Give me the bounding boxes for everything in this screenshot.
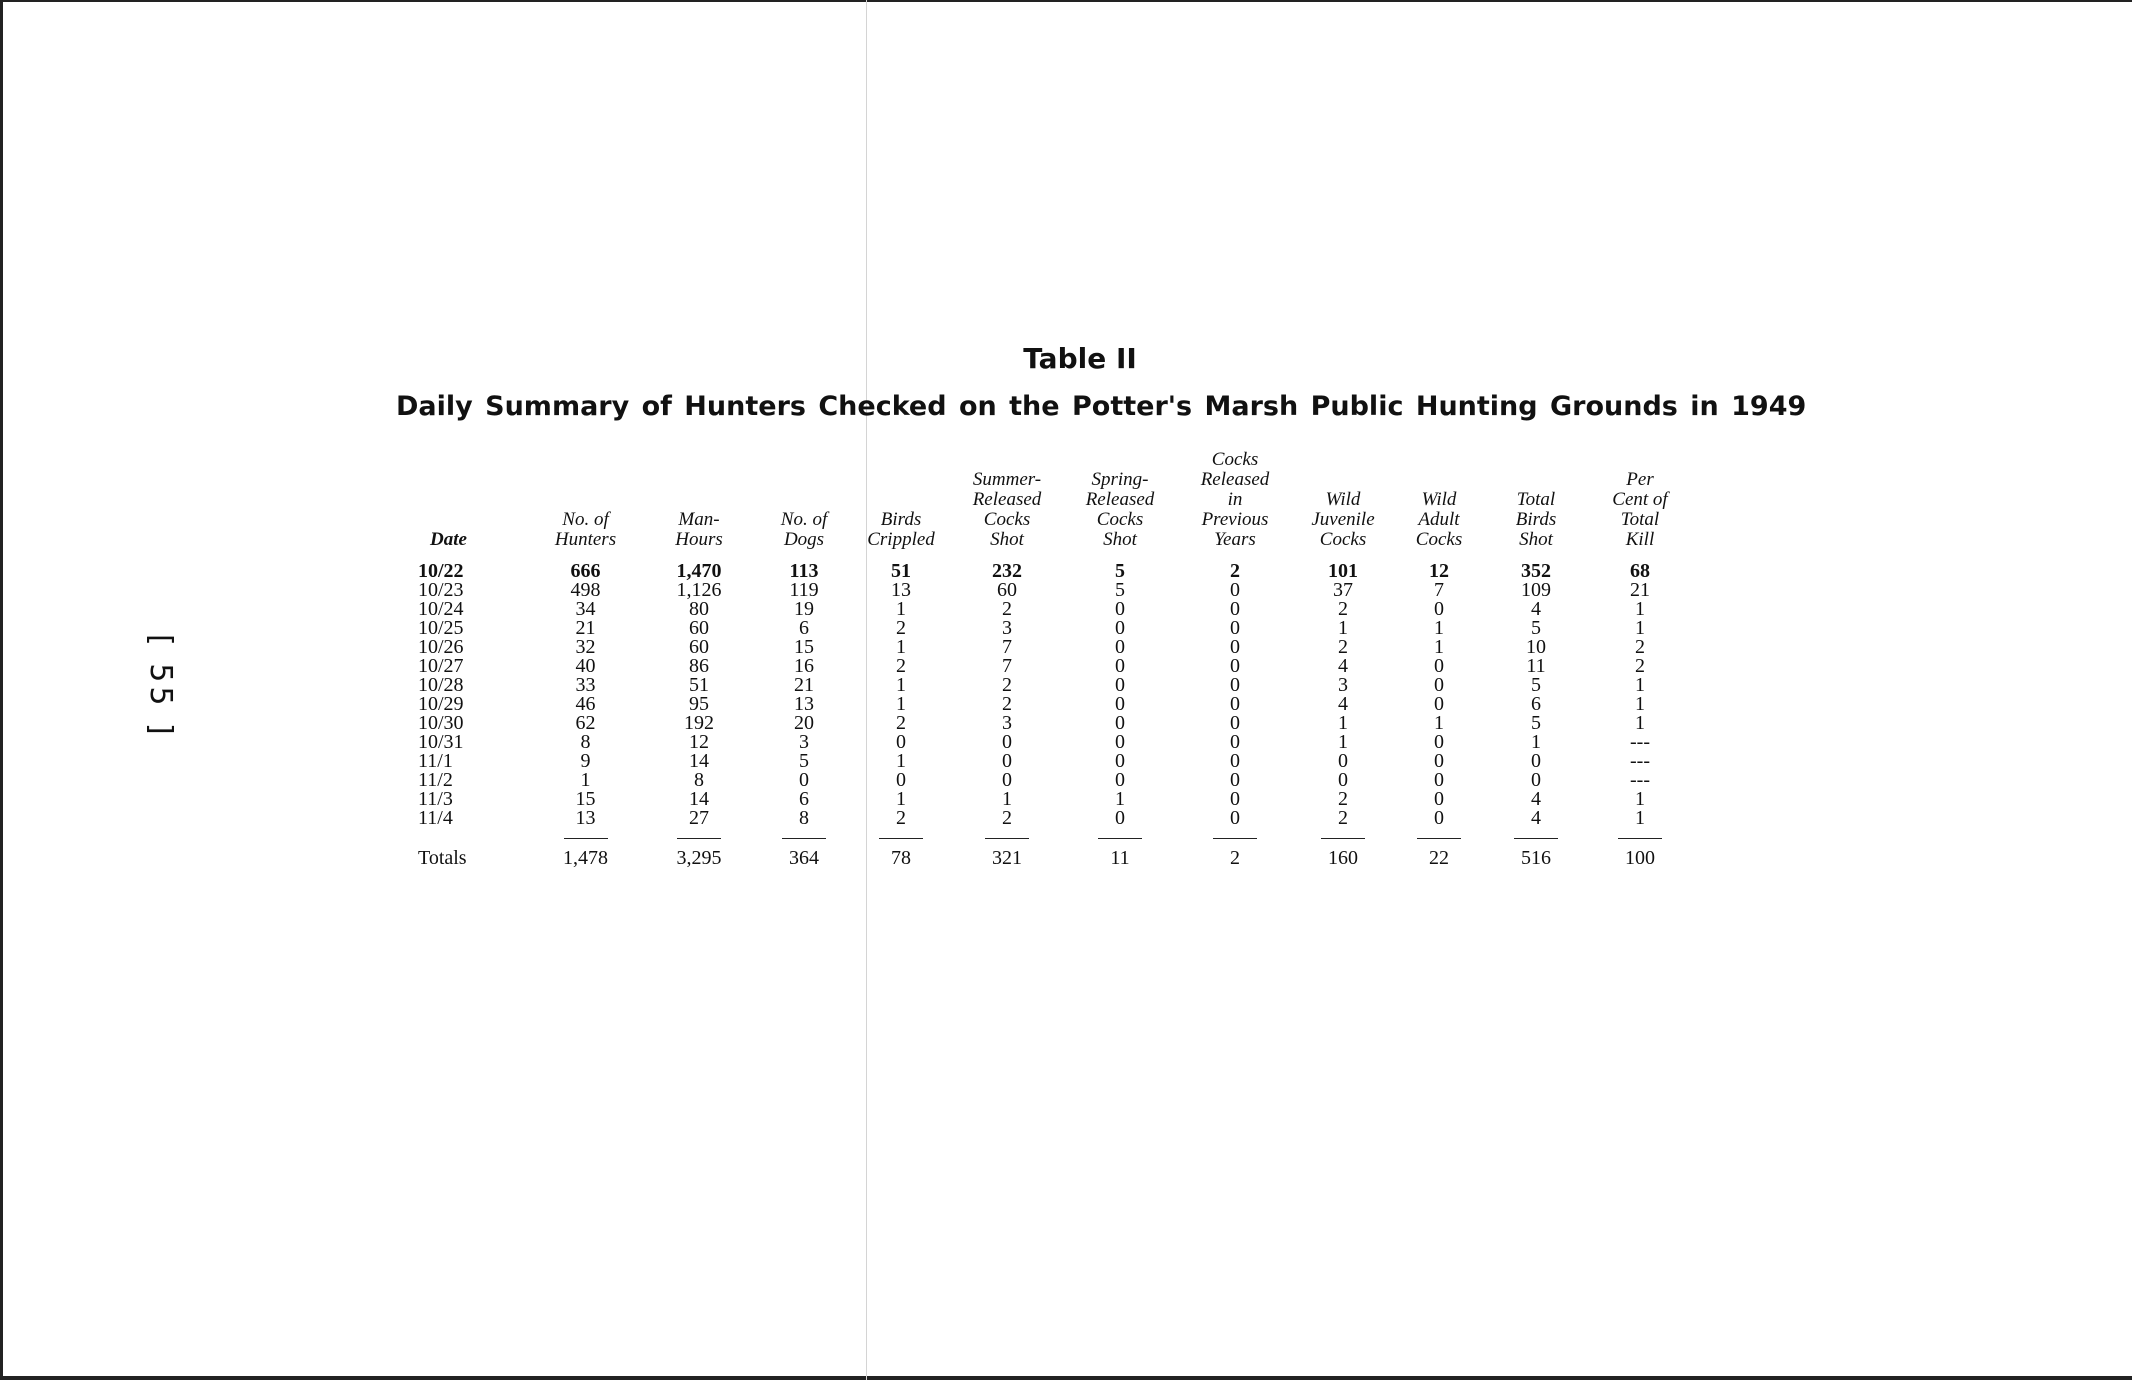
- total-rule-line: [1321, 838, 1365, 839]
- total-per-cent-total-kill: 100: [1625, 847, 1655, 869]
- cell-summer-released-cocks-shot: 7: [1002, 636, 1012, 658]
- total-man-hours: 3,295: [676, 847, 722, 869]
- cell-cocks-released-previous-years: 0: [1230, 655, 1240, 677]
- cell-birds-crippled: 2: [896, 712, 906, 734]
- total-birds-crippled: 78: [891, 847, 911, 869]
- cell-no-of-hunters: 9: [580, 750, 591, 772]
- cell-summer-released-cocks-shot: 3: [1002, 712, 1012, 734]
- cell-total-birds-shot: 10: [1526, 636, 1546, 658]
- total-no-of-hunters: 1,478: [563, 847, 608, 869]
- cell-no-of-dogs: 6: [799, 617, 809, 639]
- cell-total-birds-shot: 352: [1521, 560, 1551, 582]
- cell-wild-juvenile-cocks: 3: [1338, 674, 1348, 696]
- cell-summer-released-cocks-shot: 2: [1002, 693, 1012, 715]
- cell-date: 10/30: [418, 712, 464, 734]
- rule-cell: [1295, 828, 1391, 847]
- cell-wild-juvenile-cocks: 1: [1338, 731, 1348, 753]
- cell-birds-crippled: 2: [896, 617, 906, 639]
- cell-wild-adult-cocks: 0: [1434, 807, 1444, 829]
- page-number: [ 55 ]: [143, 634, 178, 739]
- table-row: [418, 581, 1695, 600]
- rule-cell: [643, 828, 755, 847]
- cell-wild-juvenile-cocks: 2: [1338, 788, 1348, 810]
- cell-man-hours: 51: [689, 674, 709, 696]
- cell-cocks-released-previous-years: 0: [1230, 617, 1240, 639]
- cell-per-cent-total-kill: ---: [1630, 769, 1650, 791]
- table-body: [418, 562, 1695, 868]
- cell-wild-juvenile-cocks: 4: [1338, 693, 1348, 715]
- cell-man-hours: 86: [689, 655, 709, 677]
- cell-man-hours: 14: [689, 788, 709, 810]
- header-date: Date: [430, 529, 467, 550]
- cell-man-hours: 95: [689, 693, 709, 715]
- cell-no-of-dogs: 5: [799, 750, 809, 772]
- total-wild-adult-cocks: 22: [1429, 847, 1449, 869]
- cell-summer-released-cocks-shot: 0: [1002, 750, 1012, 772]
- cell-total-birds-shot: 5: [1531, 674, 1541, 696]
- cell-spring-released-cocks-shot: 5: [1115, 560, 1125, 582]
- totals-label: Totals: [418, 847, 467, 869]
- cell-no-of-dogs: 20: [794, 712, 814, 734]
- cell-date: 10/22: [418, 560, 464, 582]
- header-wild-adult-cocks: Wild Adult Cocks: [1415, 489, 1463, 550]
- cell-date: 10/24: [418, 598, 464, 620]
- cell-cocks-released-previous-years: 0: [1230, 807, 1240, 829]
- header-summer-released-cocks-shot: Summer- Released Cocks Shot: [972, 469, 1042, 550]
- cell-birds-crippled: 1: [896, 750, 906, 772]
- cell-man-hours: 27: [689, 807, 709, 829]
- total-rule-line: [1618, 838, 1662, 839]
- cell-cocks-released-previous-years: 0: [1230, 579, 1240, 601]
- cell-man-hours: 8: [694, 769, 704, 791]
- cell-no-of-dogs: 8: [799, 807, 809, 829]
- cell-total-birds-shot: 5: [1531, 712, 1541, 734]
- cell-per-cent-total-kill: 2: [1635, 636, 1645, 658]
- cell-no-of-hunters: 32: [575, 636, 596, 658]
- cell-man-hours: 60: [689, 617, 709, 639]
- cell-total-birds-shot: 0: [1531, 769, 1541, 791]
- cell-date: 11/2: [418, 769, 453, 791]
- cell-wild-juvenile-cocks: 1: [1338, 617, 1348, 639]
- cell-spring-released-cocks-shot: 0: [1115, 693, 1125, 715]
- cell-per-cent-total-kill: 1: [1635, 712, 1645, 734]
- cell-wild-juvenile-cocks: 4: [1338, 655, 1348, 677]
- cell-no-of-hunters: 1: [580, 769, 591, 791]
- cell-date: 10/28: [418, 674, 464, 696]
- cell-wild-adult-cocks: 0: [1434, 674, 1444, 696]
- cell-man-hours: 60: [689, 636, 709, 658]
- cell-no-of-hunters: 498: [570, 579, 601, 601]
- cell-summer-released-cocks-shot: 7: [1002, 655, 1012, 677]
- total-no-of-dogs: 364: [789, 847, 819, 869]
- cell-cocks-released-previous-years: 0: [1230, 769, 1240, 791]
- cell-summer-released-cocks-shot: 60: [997, 579, 1017, 601]
- page-border-top: [0, 0, 2132, 2]
- cell-total-birds-shot: 4: [1531, 807, 1541, 829]
- cell-birds-crippled: 1: [896, 788, 906, 810]
- cell-man-hours: 80: [689, 598, 709, 620]
- cell-date: 10/27: [418, 655, 464, 677]
- cell-no-of-hunters: 62: [575, 712, 596, 734]
- cell-cocks-released-previous-years: 0: [1230, 636, 1240, 658]
- cell-cocks-released-previous-years: 0: [1230, 788, 1240, 810]
- total-rule-line: [1417, 838, 1461, 839]
- cell-per-cent-total-kill: ---: [1630, 731, 1650, 753]
- cell-wild-adult-cocks: 12: [1429, 560, 1449, 582]
- cell-no-of-hunters: 8: [580, 731, 591, 753]
- cell-date: 11/3: [418, 788, 453, 810]
- cell-total-birds-shot: 4: [1531, 788, 1541, 810]
- total-summer-released-cocks-shot: 321: [992, 847, 1022, 869]
- cell-birds-crippled: 2: [896, 655, 906, 677]
- total-rule-line: [985, 838, 1029, 839]
- table-row: [418, 619, 1695, 638]
- cell-total-birds-shot: 5: [1531, 617, 1541, 639]
- table-row: [418, 733, 1695, 752]
- cell-total-birds-shot: 1: [1531, 731, 1541, 753]
- cell-date: 10/23: [418, 579, 464, 601]
- cell-wild-juvenile-cocks: 0: [1338, 769, 1348, 791]
- cell-cocks-released-previous-years: 0: [1230, 598, 1240, 620]
- rule-cell: [418, 828, 528, 847]
- cell-spring-released-cocks-shot: 0: [1115, 617, 1125, 639]
- total-rule-line: [1098, 838, 1142, 839]
- cell-per-cent-total-kill: 21: [1630, 579, 1650, 601]
- cell-summer-released-cocks-shot: 3: [1002, 617, 1012, 639]
- cell-birds-crippled: 0: [896, 769, 906, 791]
- table-subtitle: Daily Summary of Hunters Checked on the Potter's Marsh Public Hunting Grounds in 1949: [396, 391, 1807, 422]
- cell-per-cent-total-kill: 1: [1635, 807, 1645, 829]
- cell-no-of-dogs: 0: [799, 769, 809, 791]
- totals-rule-row: [418, 828, 1695, 847]
- total-wild-juvenile-cocks: 160: [1328, 847, 1358, 869]
- cell-wild-adult-cocks: 0: [1434, 769, 1444, 791]
- table-row: [418, 809, 1695, 828]
- cell-date: 10/26: [418, 636, 464, 658]
- cell-summer-released-cocks-shot: 232: [992, 560, 1022, 582]
- total-total-birds-shot: 516: [1521, 847, 1551, 869]
- total-spring-released-cocks-shot: 11: [1110, 847, 1130, 869]
- header-no-of-hunters: No. of Hunters: [554, 509, 617, 550]
- header-no-of-dogs: No. of Dogs: [780, 509, 828, 550]
- cell-wild-juvenile-cocks: 0: [1338, 750, 1348, 772]
- cell-spring-released-cocks-shot: 0: [1115, 750, 1125, 772]
- table-row: [418, 676, 1695, 695]
- table-row: [418, 638, 1695, 657]
- cell-birds-crippled: 13: [891, 579, 911, 601]
- cell-no-of-dogs: 6: [799, 788, 809, 810]
- table-title: Table II: [1023, 342, 1137, 375]
- total-rule-line: [1213, 838, 1257, 839]
- cell-man-hours: 14: [689, 750, 709, 772]
- cell-no-of-hunters: 40: [575, 655, 596, 677]
- cell-wild-adult-cocks: 7: [1434, 579, 1444, 601]
- table-row: [418, 562, 1695, 581]
- cell-wild-adult-cocks: 0: [1434, 731, 1444, 753]
- cell-spring-released-cocks-shot: 0: [1115, 807, 1125, 829]
- cell-spring-released-cocks-shot: 0: [1115, 598, 1125, 620]
- table-row: [418, 714, 1695, 733]
- cell-birds-crippled: 0: [896, 731, 906, 753]
- cell-summer-released-cocks-shot: 2: [1002, 807, 1012, 829]
- cell-wild-adult-cocks: 0: [1434, 598, 1444, 620]
- cell-no-of-dogs: 13: [794, 693, 814, 715]
- total-rule-line: [677, 838, 721, 839]
- cell-spring-released-cocks-shot: 1: [1115, 788, 1125, 810]
- header-cocks-released-previous-years: Cocks Released in Previous Years: [1200, 449, 1270, 550]
- cell-per-cent-total-kill: 1: [1635, 617, 1645, 639]
- cell-no-of-dogs: 16: [794, 655, 814, 677]
- cell-summer-released-cocks-shot: 2: [1002, 598, 1012, 620]
- total-rule-line: [879, 838, 923, 839]
- cell-date: 11/4: [418, 807, 453, 829]
- cell-no-of-dogs: 15: [794, 636, 814, 658]
- cell-per-cent-total-kill: 1: [1635, 598, 1645, 620]
- header-total-birds-shot: Total Birds Shot: [1515, 489, 1557, 550]
- cell-wild-adult-cocks: 0: [1434, 750, 1444, 772]
- cell-cocks-released-previous-years: 0: [1230, 750, 1240, 772]
- cell-wild-juvenile-cocks: 2: [1338, 598, 1348, 620]
- cell-cocks-released-previous-years: 0: [1230, 674, 1240, 696]
- cell-total-birds-shot: 11: [1526, 655, 1546, 677]
- cell-cocks-released-previous-years: 0: [1230, 731, 1240, 753]
- cell-total-birds-shot: 109: [1521, 579, 1551, 601]
- cell-spring-released-cocks-shot: 0: [1115, 769, 1125, 791]
- cell-per-cent-total-kill: ---: [1630, 750, 1650, 772]
- table-header-row: [418, 450, 1695, 562]
- cell-date: 10/25: [418, 617, 464, 639]
- rule-cell: [1175, 828, 1295, 847]
- cell-spring-released-cocks-shot: 0: [1115, 655, 1125, 677]
- cell-total-birds-shot: 4: [1531, 598, 1541, 620]
- cell-no-of-dogs: 19: [794, 598, 814, 620]
- total-rule-line: [1514, 838, 1558, 839]
- cell-wild-juvenile-cocks: 37: [1333, 579, 1353, 601]
- totals-row: [418, 847, 1695, 868]
- table-row: [418, 600, 1695, 619]
- cell-birds-crippled: 2: [896, 807, 906, 829]
- cell-wild-juvenile-cocks: 1: [1338, 712, 1348, 734]
- cell-wild-juvenile-cocks: 2: [1338, 807, 1348, 829]
- total-rule-line: [782, 838, 826, 839]
- cell-per-cent-total-kill: 2: [1635, 655, 1645, 677]
- cell-cocks-released-previous-years: 2: [1230, 560, 1240, 582]
- table-row: [418, 790, 1695, 809]
- cell-spring-released-cocks-shot: 0: [1115, 731, 1125, 753]
- cell-summer-released-cocks-shot: 0: [1002, 769, 1012, 791]
- cell-no-of-dogs: 113: [789, 560, 819, 582]
- cell-man-hours: 192: [684, 712, 714, 734]
- cell-wild-adult-cocks: 1: [1434, 617, 1444, 639]
- cell-no-of-hunters: 15: [575, 788, 596, 810]
- cell-date: 10/29: [418, 693, 464, 715]
- cell-cocks-released-previous-years: 0: [1230, 712, 1240, 734]
- cell-no-of-hunters: 34: [575, 598, 596, 620]
- cell-no-of-hunters: 13: [575, 807, 596, 829]
- header-man-hours: Man- Hours: [675, 509, 723, 550]
- cell-date: 11/1: [418, 750, 453, 772]
- cell-wild-adult-cocks: 0: [1434, 693, 1444, 715]
- rule-cell: [528, 828, 643, 847]
- cell-birds-crippled: 1: [896, 693, 906, 715]
- cell-per-cent-total-kill: 1: [1635, 693, 1645, 715]
- cell-no-of-hunters: 21: [575, 617, 596, 639]
- total-rule-line: [564, 838, 608, 839]
- header-wild-juvenile-cocks: Wild Juvenile Cocks: [1311, 489, 1375, 550]
- cell-summer-released-cocks-shot: 1: [1002, 788, 1012, 810]
- table-row: [418, 752, 1695, 771]
- cell-no-of-dogs: 21: [794, 674, 814, 696]
- table-row: [418, 695, 1695, 714]
- cell-spring-released-cocks-shot: 0: [1115, 674, 1125, 696]
- table-row: [418, 657, 1695, 676]
- header-per-cent-total-kill: Per Cent of Total Kill: [1612, 469, 1668, 550]
- header-spring-released-cocks-shot: Spring- Released Cocks Shot: [1085, 469, 1155, 550]
- cell-per-cent-total-kill: 68: [1630, 560, 1650, 582]
- cell-man-hours: 1,470: [676, 560, 722, 582]
- cell-birds-crippled: 51: [891, 560, 911, 582]
- rule-cell: [1065, 828, 1175, 847]
- cell-date: 10/31: [418, 731, 464, 753]
- page-border-left: [0, 0, 3, 1380]
- cell-wild-adult-cocks: 0: [1434, 788, 1444, 810]
- rule-cell: [853, 828, 949, 847]
- total-cocks-released-previous-years: 2: [1230, 847, 1240, 869]
- cell-spring-released-cocks-shot: 0: [1115, 712, 1125, 734]
- rule-cell: [1391, 828, 1487, 847]
- cell-wild-juvenile-cocks: 2: [1338, 636, 1348, 658]
- cell-per-cent-total-kill: 1: [1635, 674, 1645, 696]
- cell-summer-released-cocks-shot: 0: [1002, 731, 1012, 753]
- rule-cell: [1585, 828, 1695, 847]
- cell-no-of-hunters: 33: [575, 674, 596, 696]
- cell-no-of-hunters: 666: [570, 560, 601, 582]
- cell-summer-released-cocks-shot: 2: [1002, 674, 1012, 696]
- rule-cell: [949, 828, 1065, 847]
- cell-spring-released-cocks-shot: 5: [1115, 579, 1125, 601]
- cell-man-hours: 12: [689, 731, 709, 753]
- cell-no-of-dogs: 3: [799, 731, 809, 753]
- cell-no-of-dogs: 119: [789, 579, 819, 601]
- table-row: [418, 771, 1695, 790]
- cell-wild-adult-cocks: 1: [1434, 712, 1444, 734]
- hunters-summary-table: [418, 450, 1695, 868]
- cell-no-of-hunters: 46: [575, 693, 596, 715]
- cell-birds-crippled: 1: [896, 636, 906, 658]
- cell-total-birds-shot: 6: [1531, 693, 1541, 715]
- rule-cell: [755, 828, 853, 847]
- cell-man-hours: 1,126: [676, 579, 722, 601]
- cell-wild-adult-cocks: 0: [1434, 655, 1444, 677]
- cell-spring-released-cocks-shot: 0: [1115, 636, 1125, 658]
- cell-per-cent-total-kill: 1: [1635, 788, 1645, 810]
- cell-wild-juvenile-cocks: 101: [1328, 560, 1358, 582]
- cell-birds-crippled: 1: [896, 674, 906, 696]
- page-border-bottom: [0, 1376, 2132, 1380]
- cell-total-birds-shot: 0: [1531, 750, 1541, 772]
- header-birds-crippled: Birds Crippled: [867, 509, 935, 550]
- cell-birds-crippled: 1: [896, 598, 906, 620]
- cell-cocks-released-previous-years: 0: [1230, 693, 1240, 715]
- cell-wild-adult-cocks: 1: [1434, 636, 1444, 658]
- rule-cell: [1487, 828, 1585, 847]
